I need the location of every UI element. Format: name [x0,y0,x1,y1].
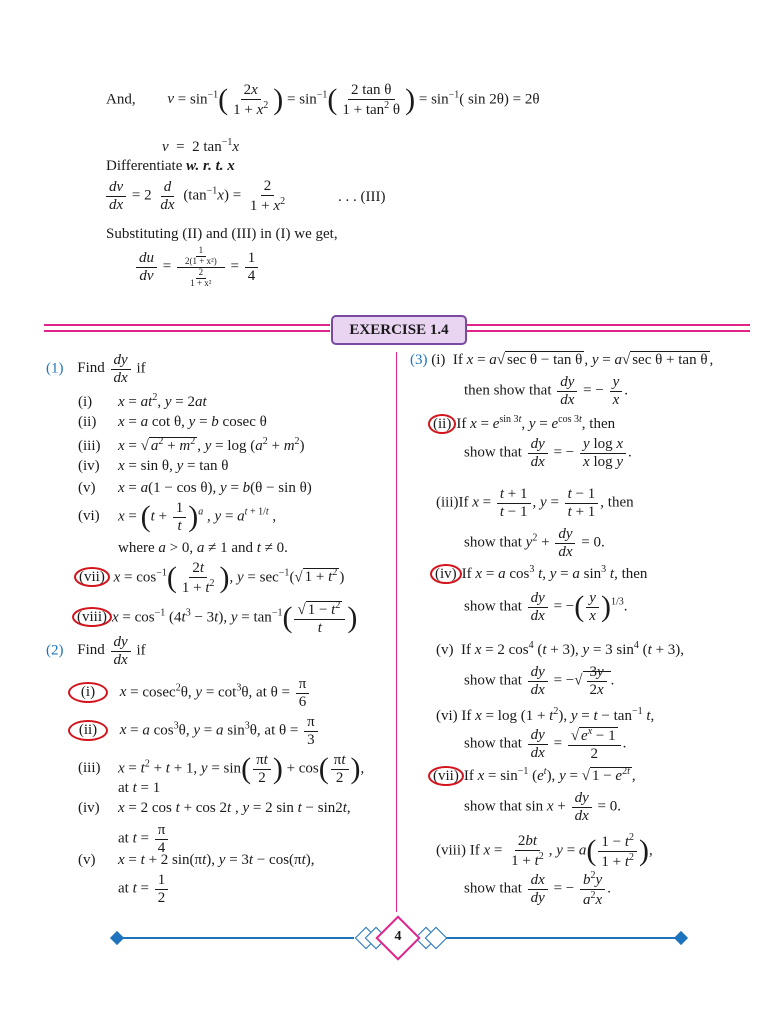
footer-rule-right [440,937,680,939]
q2-item-iv: (iv) x = 2 cos t + cos 2t , y = 2 sin t − sin2t, [78,800,351,816]
q2-item-iii: (iii) $x = t^2 + t + 1$, y = sin( $\frac{\pi t}{2}$ ) + cos( $\frac{\pi t}{2}$ ), [78,752,365,786]
q3-item-vii: (vii) If $x = \sin^{-1} (e^t)$, y = √ $1 - e^{2t}$ , [428,766,636,785]
highlight-circle: (vii) [428,766,464,786]
q3-item-ii: (ii) If $x = e^{sin 3t}$, $y = e^{cos 3t}$, then [428,414,615,433]
footer-end-diamond-right [674,931,688,945]
q3-item-iv-show: show that $\frac{dy}{dx}$ = −( $\frac{y}{x}$ )$^{1/3}$. [464,590,628,624]
header-rule-right-top [466,324,750,326]
q2-item-iv-at: at t = $\frac{\pi}{4}$ [118,822,170,856]
column-divider [396,352,397,912]
q1-item-iii: (iii) x = √ $a^2 + m^2$ , $y = \log (a^2 + m^2)$ [78,436,305,454]
footer-rule-left [118,937,354,939]
q1-item-ii: (ii) x = a cot θ, y = b cosec θ [78,414,267,430]
q3-item-iii-show: show that $y^2$ + $\frac{dy}{dx}$ = 0. [464,526,605,560]
q1-item-viii: (viii) $x = \cos^{-1} (4t^3 - 3t)$, $y = \tan^{-1}$( $\frac{√ 1 - t^2}{t}$ ) [72,600,357,636]
q1-head: (1) Find $\frac{dy}{dx}$ if [46,352,146,386]
q3-item-iv: (iv) If x = a $\cos^3 t$, y = a $\sin^3 t$, then [430,564,647,583]
q3-item-vi-show: show that $\frac{dy}{dx}$ = $\frac{√ e^x - 1}{2}$ . [464,726,627,762]
q3-item-viii-show: show that $\frac{dx}{dy}$ = − $\frac{b^2y}{a^2x}$ . [464,870,611,908]
q1-item-vii: (vii) $x = \cos^{-1}$( $\frac{2t}{1 + t^2}$ ), $y = \sec^{-1}(√$ $1 + t^2$ ) [74,560,344,596]
and-line: And, $v = \sin^{-1}$( $\frac{2x}{1 + x^2}$ ) = $\sin^{-1}$( $\frac{\text{2 tan θ}}{1 + \tan^2 \theta}$ ) = $\sin^{-1}$( sin 2θ) = 2θ [106,82,540,118]
q3-item-vi: (vi) If $x = \log (1 + t^2)$, $y = t - \tan^{-1} t$, [436,706,655,724]
q1-item-i: (i) $x = at^2$, y = 2at [78,392,207,410]
highlight-circle: (vii) [74,567,110,587]
q3-item-ii-show: show that $\frac{dy}{dx}$ = − $\frac{\text{y log x}}{\text{x log y}}$ . [464,436,632,470]
q2-item-i: (i) x = cosec$^2$θ, $y = \cot^3\theta$, at θ = $\frac{\pi}{6}$ [68,676,311,710]
v-line: v = 2 $\tan^{-1}x$ [162,137,240,155]
q1-item-vi-cond: where a > 0, a ≠ 1 and t ≠ 0. [118,540,288,556]
q2-item-v: (v) x = t + 2 sin(πt), y = 3t − cos(πt), [78,852,315,868]
highlight-circle: (ii) [428,414,456,434]
header-rule-left-bottom [44,330,330,332]
header-rule-right-bottom [466,330,750,332]
differentiate-line: Differentiate w. r. t. x [106,158,235,174]
q3-label: (3) [410,352,428,368]
q3-item-v: (v) If x = 2 $\cos^4 (t + 3)$, y = 3 $\sin^4 (t + 3)$, [436,640,685,658]
q3-item-i-show: then show that $\frac{dy}{dx}$ = − $\frac{y}{x}$ . [464,374,629,408]
dvdx-line: $\frac{dv}{dx}$ = 2 $\frac{d}{dx}$ $(\tan^{-1}x)$ = $\frac{2}{1 + x^2}$ [104,178,290,214]
q1-item-vi: (vi) x = (t + $\frac{1}{t}$ )$^a$ , $y = a^{t + 1/t}$ , [78,500,277,534]
q3-item-vii-show: show that sin x + $\frac{dy}{dx}$ = 0. [464,790,621,824]
q3-item-v-show: show that $\frac{dy}{dx}$ = −√ $\frac{3y}{2x}$ . [464,664,615,698]
footer-end-diamond-left [110,931,124,945]
q2-item-v-at: at t = $\frac{1}{2}$ [118,872,170,906]
highlight-circle: (i) [68,682,108,703]
q1-item-iv: (iv) x = sin θ, y = tan θ [78,458,229,474]
q2-item-ii: (ii) x = a $\cos^3\theta$, y = a $\sin^3\theta$, at θ = $\frac{\pi}{3}$ [68,714,320,748]
highlight-circle: (iv) [430,564,462,584]
header-rule-left-top [44,324,330,326]
equation-tag: . . . (III) [338,189,386,205]
q2-label: (2) [46,642,64,659]
exercise-title: EXERCISE 1.4 [331,315,467,345]
result-line: $\frac{du}{dv}$ = $\frac{\frac{1}{\text{2(1 + x²)}}}{\frac{2}{\text{1 + x²}}}$ = $\frac{1}{4}$ [134,246,260,289]
q1-label: (1) [46,360,64,377]
highlight-circle: (viii) [72,607,112,627]
q3-item-viii: (viii) If x = $\frac{2bt}{1 + t^2}$ , y = a( $\frac{1 - t^2}{1 + t^2}$ ), [436,832,653,870]
q3-item-i: (3) (i) If x = a√ sec θ − tan θ , y = a√ sec θ + tan θ , [410,352,714,368]
q1-item-v: (v) x = a(1 − cos θ), y = b(θ − sin θ) [78,480,312,496]
q3-item-iii: (iii)If x = $\frac{t + 1}{t - 1}$ , y = $\frac{t - 1}{t + 1}$ , then [436,486,634,520]
q2-item-iii-at: at t = 1 [118,780,161,796]
q2-head: (2) Find $\frac{dy}{dx}$ if [46,634,146,668]
highlight-circle: (ii) [68,720,108,741]
substituting-line: Substituting (II) and (III) in (I) we get, [106,226,338,242]
page-number: 4 [394,929,402,944]
